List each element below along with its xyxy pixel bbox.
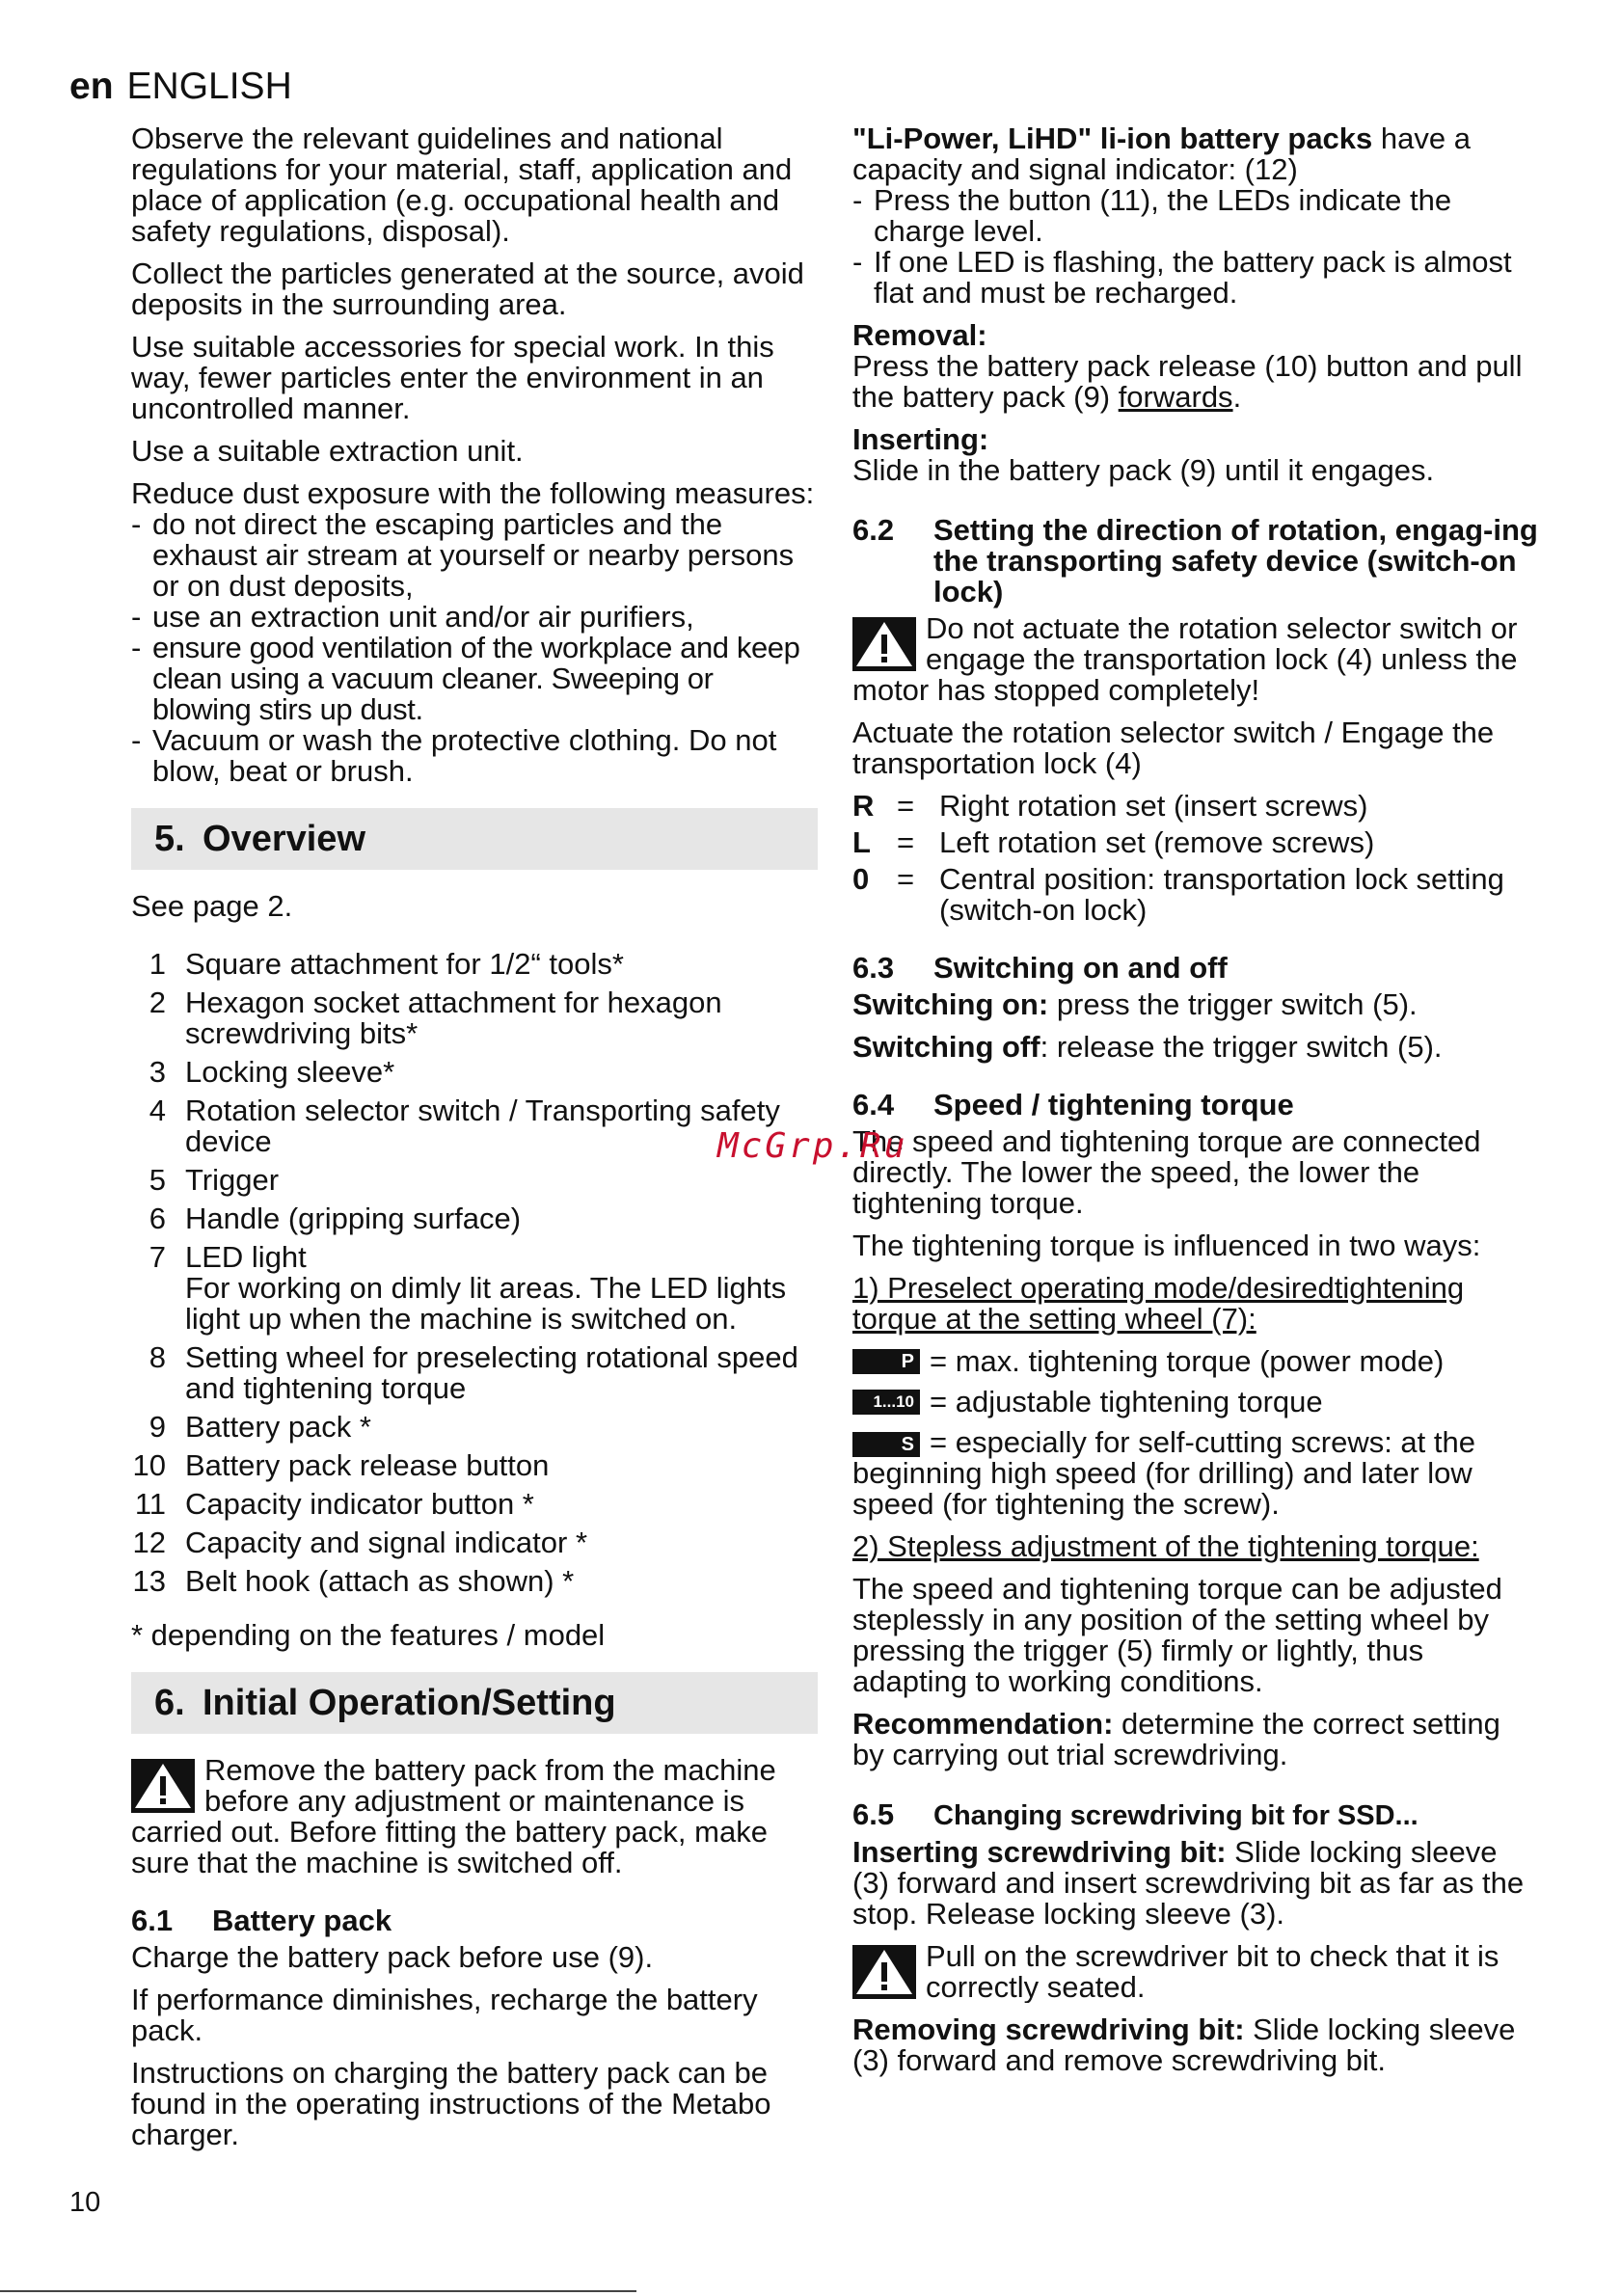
paragraph: Reduce dust exposure with the following measures: bbox=[131, 476, 815, 510]
page-number: 10 bbox=[69, 2187, 101, 2218]
bold-label: Switching on: bbox=[852, 987, 1049, 1021]
item-number: 1 bbox=[149, 947, 166, 981]
item-text: Setting wheel for preselecting rotational speed and tightening torque bbox=[185, 1340, 798, 1405]
item-text: Hexagon socket attachment for hexagon screwdriving bits* bbox=[185, 986, 722, 1050]
rotation-eq: = bbox=[897, 789, 915, 823]
item-text: Battery pack * bbox=[185, 1410, 371, 1444]
item-number: 13 bbox=[132, 1564, 166, 1598]
item-text: Handle (gripping surface) bbox=[185, 1202, 522, 1235]
rotation-key: 0 bbox=[852, 862, 870, 896]
list-item: - use an extraction unit and/or air purifiers, bbox=[131, 602, 818, 633]
bold-label: Inserting screwdriving bit: bbox=[852, 1835, 1227, 1869]
paragraph-end: . bbox=[1232, 380, 1242, 414]
list-item: - Vacuum or wash the protective clothing. Do not blow, beat or brush. bbox=[131, 725, 818, 787]
paragraph: The speed and tightening torque can be adjusted steplessly in any position of the setting wheel by pressing the trigger (5) firmly or lightly, thus adapting to working conditions. bbox=[852, 1572, 1502, 1698]
paragraph bbox=[852, 1837, 1539, 1930]
rotation-text: Right rotation set (insert screws) bbox=[939, 789, 1368, 823]
mode-2-heading: 2) Stepless adjustment of the tightening torque: bbox=[852, 1529, 1479, 1563]
language-code: en bbox=[69, 66, 114, 107]
item-number: 11 bbox=[134, 1487, 166, 1521]
led-note: For working on dimly lit areas. The LED lights light up when the machine is switched on. bbox=[185, 1271, 787, 1336]
paragraph-text: determine the correct setting by carrying out trial screwdriving. bbox=[852, 1707, 1500, 1771]
warning-block bbox=[852, 1941, 1539, 2003]
section-number: 6. bbox=[154, 1683, 185, 1723]
mode-row bbox=[852, 1427, 1539, 1520]
mode-text: = adjustable tightening torque bbox=[930, 1385, 1323, 1418]
list-item bbox=[131, 1527, 818, 1558]
battery-indicator-list bbox=[852, 185, 1539, 309]
item-text: Battery pack release button bbox=[185, 1448, 550, 1482]
section-title: Battery pack bbox=[212, 1904, 392, 1937]
list-item bbox=[131, 1203, 818, 1234]
warning-text: Pull on the screwdriver bit to check that it is correctly seated. bbox=[926, 1941, 1499, 2003]
rotation-eq: = bbox=[897, 825, 915, 859]
bold-lead: "Li-Power, LiHD" li-ion battery packs bbox=[852, 122, 1373, 155]
item-number: 8 bbox=[149, 1340, 166, 1374]
item-number: 12 bbox=[132, 1526, 166, 1559]
watermark: McGrp.Ru bbox=[717, 1126, 908, 1166]
rotation-text: Central position: transportation lock setting (switch-on lock) bbox=[939, 862, 1504, 927]
item-text: LED light bbox=[185, 1240, 307, 1274]
paragraph-text: Slide locking sleeve (3) forward and remove screwdriving bit. bbox=[852, 2012, 1516, 2077]
section-title: Setting the direction of rotation, engag-ing the transporting safety device (switch-on lock) bbox=[933, 513, 1538, 608]
forwards-text: forwards bbox=[1118, 380, 1233, 414]
item-number: 5 bbox=[149, 1163, 166, 1197]
paragraph: Use suitable accessories for special work. In this way, fewer particles enter the environment in an uncontrolled manner. bbox=[131, 330, 774, 425]
warning-block bbox=[852, 613, 1539, 706]
paragraph-text: Slide locking sleeve (3) forward and insert screwdriving bit as far as the stop. Release locking sleeve (3). bbox=[852, 1835, 1525, 1931]
list-item bbox=[131, 1566, 818, 1597]
mode-row bbox=[852, 1346, 1539, 1377]
paragraph bbox=[852, 989, 1539, 1020]
section-number: 6.3 bbox=[852, 951, 895, 985]
section-number: 6.4 bbox=[852, 1088, 895, 1121]
rotation-text: Left rotation set (remove screws) bbox=[939, 825, 1375, 859]
section-number: 6.2 bbox=[852, 513, 895, 547]
list-item bbox=[131, 987, 818, 1049]
list-item bbox=[131, 1450, 818, 1481]
list-item: - Press the button (11), the LEDs indicate the charge level. bbox=[852, 185, 1539, 247]
list-item: - If one LED is flashing, the battery pack is almost flat and must be recharged. bbox=[852, 247, 1539, 309]
bold-label: Removal: bbox=[852, 318, 987, 352]
item-text: Square attachment for 1/2“ tools* bbox=[185, 947, 624, 981]
item-number: 10 bbox=[132, 1448, 166, 1482]
paragraph bbox=[852, 1709, 1539, 1770]
section-title: Switching on and off bbox=[933, 951, 1228, 985]
language-header bbox=[69, 64, 292, 110]
rotation-key: L bbox=[852, 825, 871, 859]
paragraph: Charge the battery pack before use (9). bbox=[131, 1940, 654, 1974]
paragraph bbox=[852, 123, 1539, 185]
list-item: - ensure good ventilation of the workplace and keep clean using a vacuum cleaner. Sweeping or blowing stirs up dust. bbox=[131, 633, 818, 725]
item-number: 6 bbox=[149, 1202, 166, 1235]
section-title: Overview bbox=[203, 819, 365, 859]
list-item: - do not direct the escaping particles and the exhaust air stream at yourself or nearby persons or on dust deposits, bbox=[131, 509, 818, 602]
bold-label: Recommendation: bbox=[852, 1707, 1114, 1741]
paragraph: Slide in the battery pack (9) until it engages. bbox=[852, 453, 1435, 487]
right-column bbox=[852, 123, 1539, 2088]
warning-text: Do not actuate the rotation selector switch or engage the transportation lock (4) unless the motor has stopped completely! bbox=[852, 611, 1518, 707]
rotation-eq: = bbox=[897, 862, 915, 896]
paragraph-text: press the trigger switch (5). bbox=[1048, 987, 1418, 1021]
item-text: Trigger bbox=[185, 1163, 280, 1197]
paragraph-text: : release the trigger switch (5). bbox=[1040, 1030, 1443, 1064]
paragraph: Collect the particles generated at the source, avoid deposits in the surrounding area. bbox=[131, 257, 804, 321]
paragraph: Observe the relevant guidelines and national regulations for your material, staff, application and place of application (e.g. occupational health and safety regulations, disposal). bbox=[131, 122, 793, 248]
inserting-label bbox=[852, 424, 1539, 455]
dust-measures-list bbox=[131, 509, 818, 787]
mode-1-heading: 1) Preselect operating mode/desiredtightening torque at the setting wheel (7): bbox=[852, 1271, 1465, 1336]
removal-label bbox=[852, 320, 1539, 351]
paragraph: Actuate the rotation selector switch / Engage the transportation lock (4) bbox=[852, 716, 1495, 780]
language-name: ENGLISH bbox=[126, 66, 292, 107]
paragraph bbox=[852, 2014, 1539, 2076]
section-title: Initial Operation/Setting bbox=[203, 1683, 616, 1723]
item-number: 9 bbox=[149, 1410, 166, 1444]
section-6-3-heading bbox=[852, 953, 1539, 984]
paragraph: Instructions on charging the battery pack can be found in the operating instructions of the Metabo charger. bbox=[131, 2056, 771, 2151]
rotation-key: R bbox=[852, 789, 875, 823]
item-number: 4 bbox=[149, 1094, 166, 1127]
section-5-heading bbox=[131, 808, 818, 870]
section-number: 6.5 bbox=[852, 1797, 895, 1831]
rotation-row bbox=[852, 827, 1539, 858]
paragraph: The tightening torque is influenced in two ways: bbox=[852, 1229, 1481, 1262]
paragraph bbox=[852, 1032, 1539, 1063]
rotation-row bbox=[852, 791, 1539, 822]
list-item bbox=[131, 1165, 818, 1196]
bottom-rule bbox=[0, 2290, 636, 2292]
section-number: 5. bbox=[154, 819, 185, 859]
mode-symbol: 1...10 bbox=[852, 1390, 920, 1415]
item-text: Capacity indicator button * bbox=[185, 1487, 534, 1521]
section-6-heading bbox=[131, 1672, 818, 1734]
item-number: 3 bbox=[149, 1055, 166, 1089]
warning-block bbox=[131, 1755, 818, 1878]
section-6-2-heading bbox=[852, 515, 1539, 608]
mode-row bbox=[852, 1387, 1539, 1418]
paragraph: If performance diminishes, recharge the battery pack. bbox=[131, 1983, 758, 2047]
section-6-1-heading bbox=[131, 1905, 818, 1936]
bold-label: Switching off bbox=[852, 1030, 1040, 1064]
overview-list bbox=[131, 949, 818, 1597]
item-number: 7 bbox=[149, 1240, 166, 1274]
section-6-5-heading bbox=[852, 1799, 1539, 1831]
list-item bbox=[131, 1412, 818, 1443]
item-text: Belt hook (attach as shown) * bbox=[185, 1564, 575, 1598]
bold-label: Removing screwdriving bit: bbox=[852, 2012, 1245, 2046]
section-title: Changing screwdriving bit for SSD... bbox=[933, 1800, 1418, 1831]
section-title: Speed / tightening torque bbox=[933, 1088, 1294, 1121]
list-item bbox=[131, 1242, 818, 1335]
item-text: Rotation selector switch / Transporting safety device bbox=[185, 1094, 780, 1158]
footnote: * depending on the features / model bbox=[131, 1618, 606, 1652]
item-text: Locking sleeve* bbox=[185, 1055, 395, 1089]
paragraph bbox=[852, 351, 1539, 413]
left-column bbox=[131, 123, 818, 2162]
mode-symbol: S bbox=[852, 1432, 920, 1457]
paragraph: The speed and tightening torque are connected directly. The lower the speed, the lower the tightening torque. bbox=[852, 1124, 1481, 1220]
item-text: Capacity and signal indicator * bbox=[185, 1526, 588, 1559]
section-6-4-heading bbox=[852, 1090, 1539, 1121]
item-number: 2 bbox=[149, 986, 166, 1019]
list-item bbox=[131, 1095, 818, 1157]
paragraph: Use a suitable extraction unit. bbox=[131, 434, 524, 468]
paragraph-text: have a capacity and signal indicator: (12) bbox=[852, 122, 1471, 186]
section-number: 6.1 bbox=[131, 1904, 174, 1937]
warning-text: Remove the battery pack from the machine before any adjustment or maintenance is carried out. Before fitting the battery pack, make sure that the machine is switched off. bbox=[131, 1753, 776, 1879]
list-item bbox=[131, 1057, 818, 1088]
list-item bbox=[131, 1489, 818, 1520]
rotation-row bbox=[852, 864, 1539, 926]
bold-label: Inserting: bbox=[852, 422, 989, 456]
list-item bbox=[131, 1342, 818, 1404]
warning-icon bbox=[852, 1945, 916, 1999]
mode-text: = especially for self-cutting screws: at the beginning high speed (for drilling) and later low speed (for tightening the screw). bbox=[852, 1425, 1475, 1521]
mode-text: = max. tightening torque (power mode) bbox=[930, 1344, 1445, 1378]
mode-symbol: P bbox=[852, 1349, 920, 1374]
see-page-text: See page 2. bbox=[131, 889, 293, 923]
paragraph-text: Press the battery pack release (10) button and pull the battery pack (9) bbox=[852, 349, 1523, 414]
list-item bbox=[131, 949, 818, 980]
warning-icon bbox=[131, 1759, 195, 1813]
warning-icon bbox=[852, 617, 916, 671]
